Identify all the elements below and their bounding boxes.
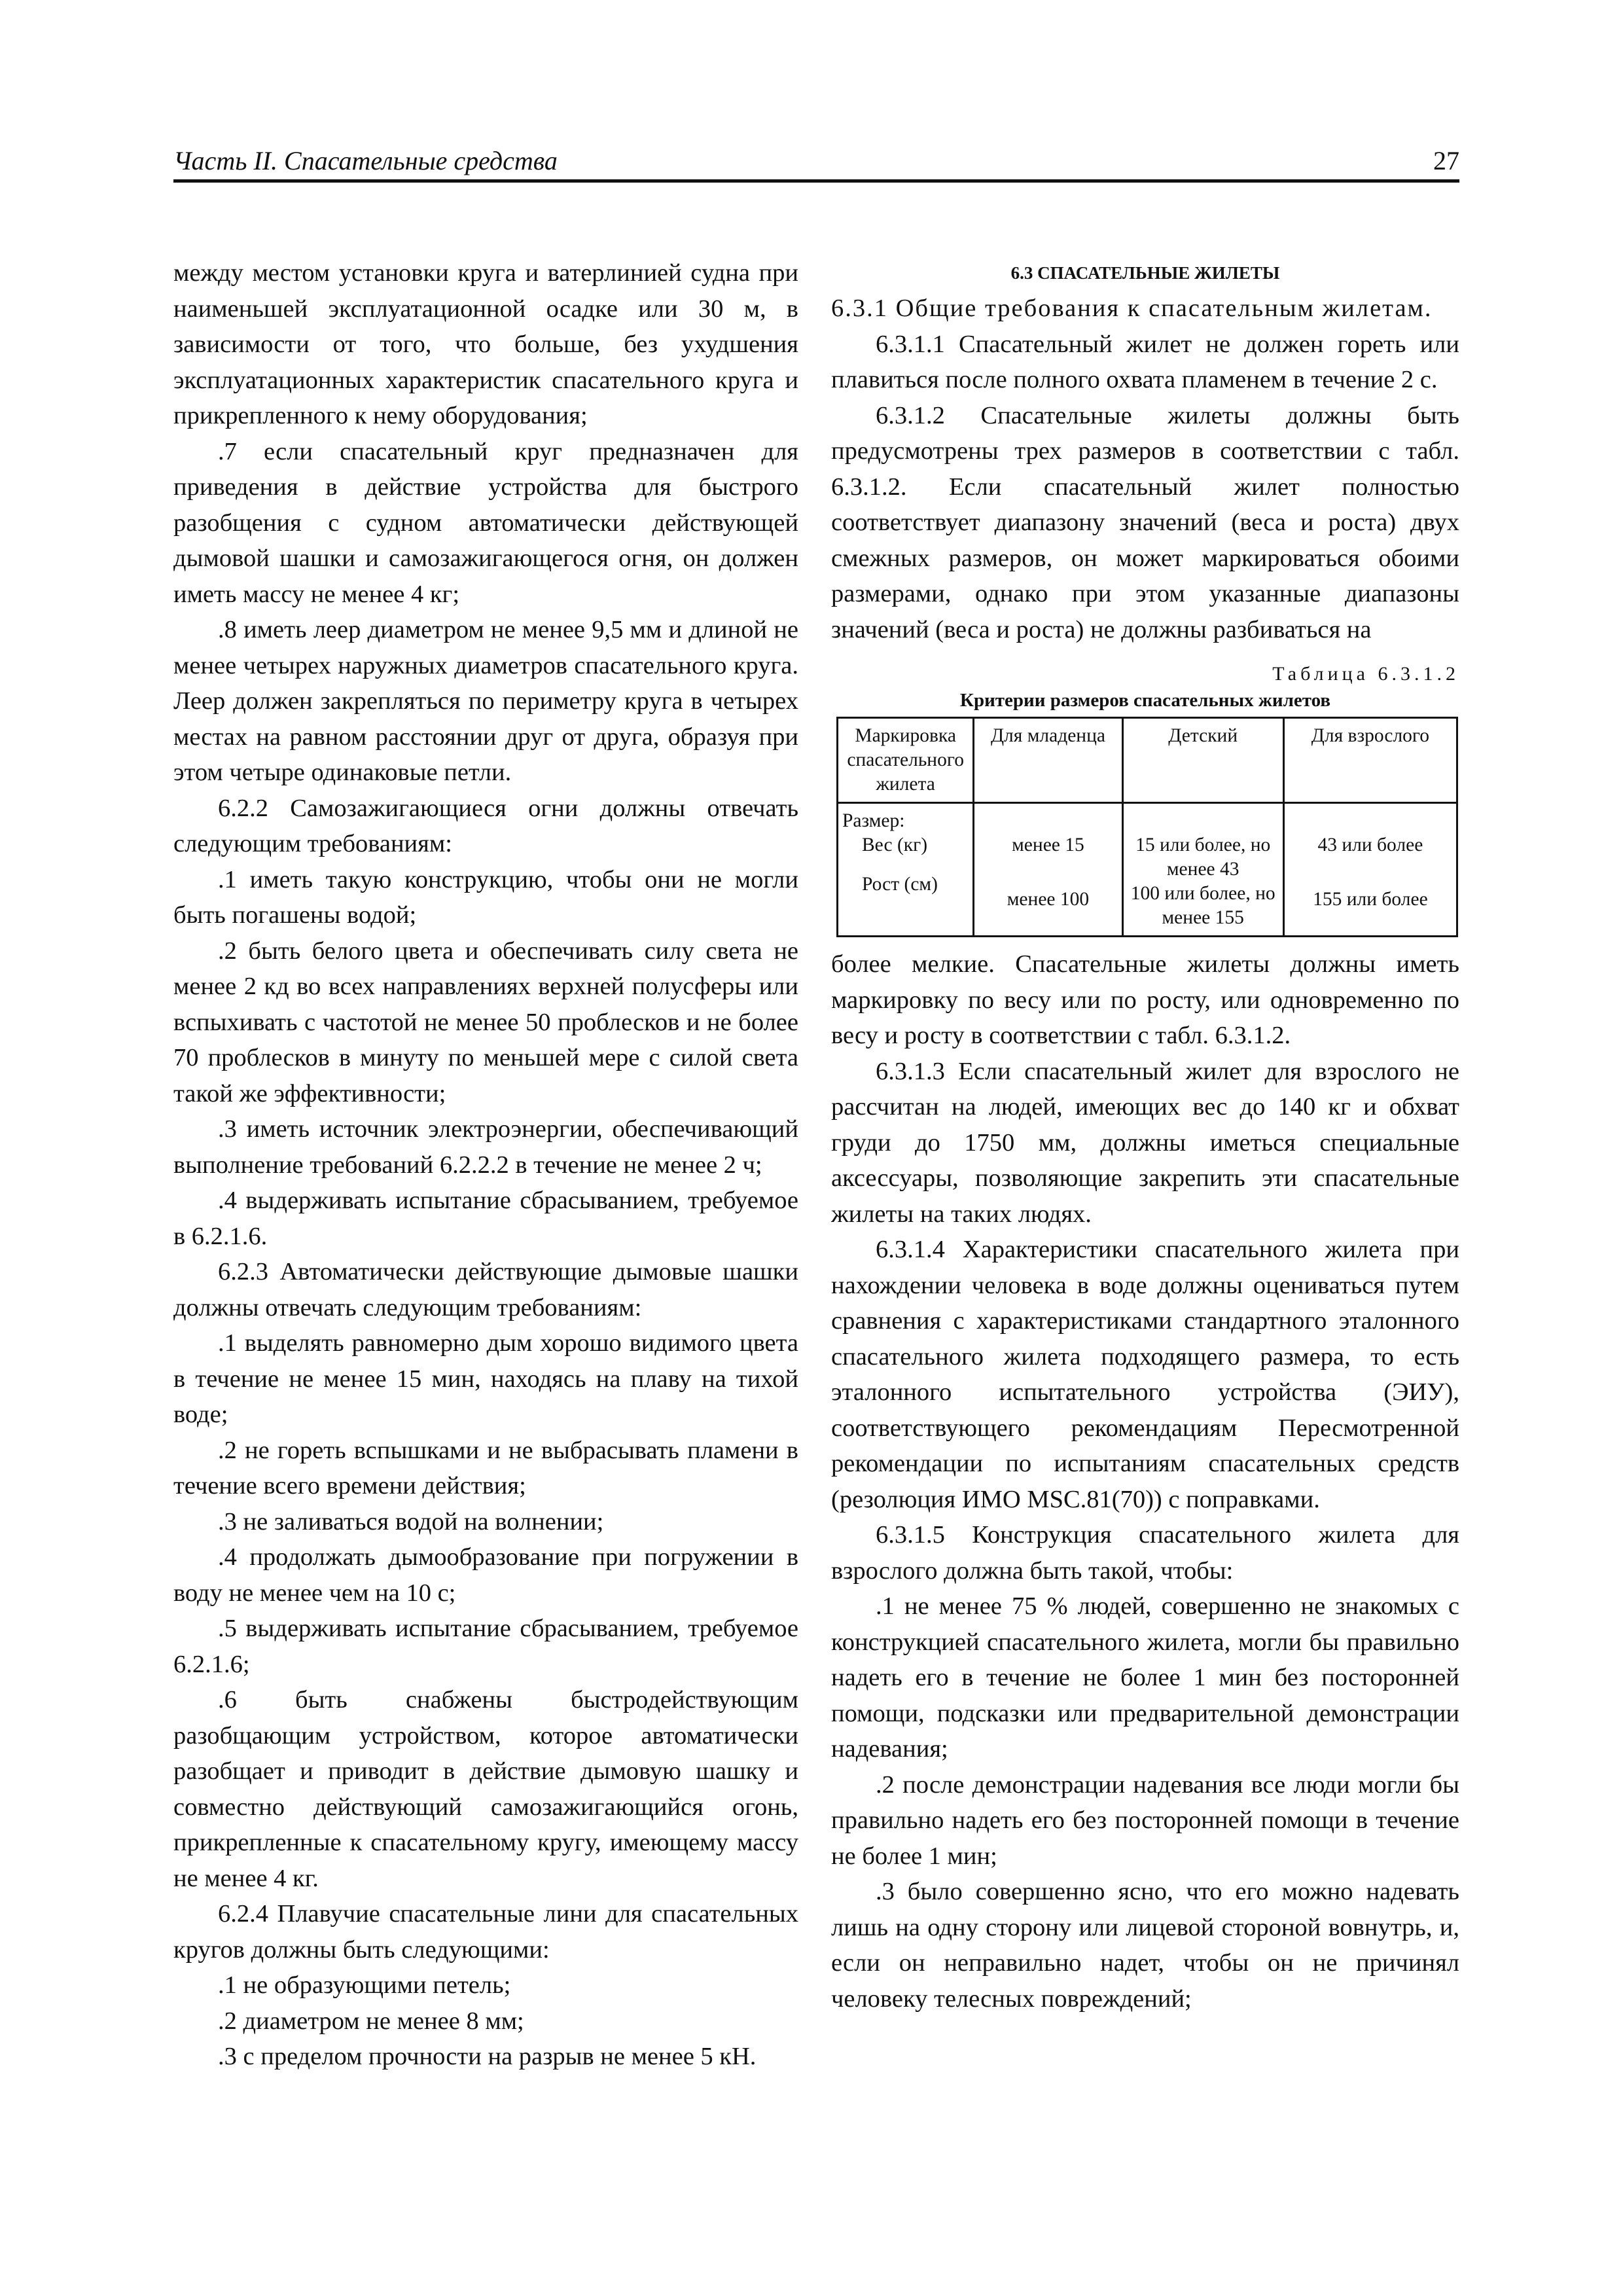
table-header-cell: Для взрослого xyxy=(1283,718,1457,803)
paragraph: 6.2.3 Автоматически действующие дымовые шашки должны отвечать следующим требованиям: xyxy=(173,1258,798,1321)
child-values xyxy=(1122,803,1283,937)
table-title: Критерии размеров спасательных жилетов xyxy=(959,690,1331,711)
paragraph: 6.3.1.2 Спасательные жилеты должны быть предусмотрены трех размеров в соответствии с табл. 6.3.1.2. Если спасательный жилет полностью соответствует диапазону значений (веса и роста) двух смежных размеров, он может маркироваться обоими размерами, однако при этом указанные диапазоны значений (веса и роста) не должны разбиваться на xyxy=(831,401,1459,643)
adult-values xyxy=(1283,803,1457,937)
table-cell: 43 или более xyxy=(1317,834,1423,855)
table-number: Таблица 6.3.1.2 xyxy=(1272,663,1459,685)
table-cell: 155 или более xyxy=(1313,889,1428,910)
paragraph: .2 диаметром не менее 8 мм; xyxy=(218,2007,524,2035)
paragraph: 6.2.2 Самозажигающиеся огни должны отвечать следующим требованиям: xyxy=(173,794,798,857)
paragraph: .4 продолжать дымообразование при погружении в воду не менее чем на 10 с; xyxy=(173,1543,798,1607)
paragraph: .8 иметь леер диаметром не менее 9,5 мм и длиной не менее четырех наружных диаметров спасательного круга. Леер должен закрепляться по периметру круга в четырех местах на равном расстоянии друг от друга, образуя при этом четыре одинаковые петли. xyxy=(173,616,798,786)
table-header-cell: Детский xyxy=(1122,718,1283,803)
running-title: Часть II. Спасательные средства xyxy=(173,146,558,175)
paragraph: .7 если спасательный круг предназначен для приведения в действие устройства для быстрого разобщения с судном автоматически действующей дымовой шашки и самозажигающегося огня, он должен иметь массу не менее 4 кг; xyxy=(173,437,798,608)
weight-label: Вес (кг) xyxy=(862,834,928,855)
paragraph: 6.3.1.3 Если спасательный жилет для взрослого не рассчитан на людей, имеющих вес до 140 кг и обхват груди до 1750 мм, должны иметься специальные аксессуары, позволяющие закрепить эти спасательные жилеты на таких людях. xyxy=(831,1057,1459,1228)
paragraph: .2 быть белого цвета и обеспечивать силу света не менее 2 кд во всех направлениях верхней полусферы или вспыхивать с частотой не менее 50 проблесков и не более 70 проблесков в минуту по меньшей мере с силой света такой же эффективности; xyxy=(173,937,798,1107)
table-cell: менее 15 xyxy=(1012,834,1084,855)
table-row xyxy=(838,803,1457,937)
page-header xyxy=(173,145,1459,183)
table-cell: 15 или более, но менее 43 xyxy=(1135,834,1271,880)
paragraph: более мелкие. Спасательные жилеты должны иметь маркировку по весу или по росту, или одновременно по весу и росту в соответствии с табл. 6.3.1.2. xyxy=(831,950,1459,1049)
lifejacket-size-table xyxy=(836,717,1458,937)
table-cell: менее 100 xyxy=(1007,889,1090,910)
paragraph: 6.3.1.1 Спасательный жилет не должен гореть или плавиться после полного охвата пламенем в течение 2 с. xyxy=(831,330,1459,393)
paragraph: .6 быть снабжены быстродействующим разобщающим устройством, которое автоматически разобщает и приводит в действие дымовую шашку и совместно действующий самозажигающийся огонь, прикрепленные к спасательному кругу, имеющему массу не менее 4 кг. xyxy=(173,1686,798,1892)
paragraph: .1 выделять равномерно дым хорошо видимого цвета в течение не менее 15 мин, находясь на плаву на тихой воде; xyxy=(173,1329,798,1428)
paragraph: .3 с пределом прочности на разрыв не менее 5 кН. xyxy=(218,2043,757,2070)
section-title: 6.3 СПАСАТЕЛЬНЫЕ ЖИЛЕТЫ xyxy=(1010,263,1280,283)
table-header-cell: Для младенца xyxy=(974,718,1122,803)
table-header-cell: Маркировка спасательного жилета xyxy=(838,718,974,803)
paragraph: 6.3.1.5 Конструкция спасательного жилета для взрослого должна быть такой, чтобы: xyxy=(831,1521,1459,1585)
paragraph: .3 иметь источник электроэнергии, обеспечивающий выполнение требований 6.2.2.2 в течение не менее 2 ч; xyxy=(173,1115,798,1179)
page-number: 27 xyxy=(1433,146,1459,175)
paragraph: .3 не заливаться водой на волнении; xyxy=(218,1507,604,1535)
table-header-row xyxy=(838,718,1457,803)
paragraph: 6.3.1.4 Характеристики спасательного жилета при нахождении человека в воде должны оцениваться путем сравнения с характеристиками стандартного эталонного спасательного жилета подходящего размера, то есть эталонного испытательного устройства (ЭИУ), соответствующего рекомендациям Пересмотренной рекомендации по испытаниям спасательных средств (резолюция ИМО MSC.81(70)) с поправками. xyxy=(831,1236,1459,1513)
height-label: Рост (см) xyxy=(862,874,938,895)
infant-values xyxy=(974,803,1122,937)
paragraph: .5 выдерживать испытание сбрасыванием, требуемое 6.2.1.6; xyxy=(173,1615,798,1678)
paragraph: между местом установки круга и ватерлинией судна при наименьшей эксплуатационной осадке или 30 м, в зависимости от того, что больше, без ухудшения эксплуатационных характеристик спасательного круга и прикрепленного к нему оборудования; xyxy=(173,259,798,429)
paragraph: .2 не гореть вспышками и не выбрасывать пламени в течение всего времени действия; xyxy=(173,1436,798,1499)
paragraph: .3 было совершенно ясно, что его можно надевать лишь на одну сторону или лицевой стороной вовнутрь, и, если он неправильно надет, чтобы он не причинял человеку телесных повреждений; xyxy=(831,1878,1459,2013)
paragraph: .2 после демонстрации надевания все люди могли бы правильно надеть его без посторонней помощи в течение не более 1 мин; xyxy=(831,1770,1459,1870)
table-row-labels xyxy=(838,803,974,937)
paragraph: .1 не образующими петель; xyxy=(218,1971,511,1999)
subsection-heading: 6.3.1 Общие требования к спасательным жилетам. xyxy=(831,295,1433,322)
left-column xyxy=(173,255,798,2075)
table-cell: 100 или более, но менее 155 xyxy=(1130,883,1275,928)
paragraph: .4 выдерживать испытание сбрасыванием, требуемое в 6.2.1.6. xyxy=(173,1187,798,1250)
paragraph: 6.2.4 Плавучие спасательные лини для спасательных кругов должны быть следующими: xyxy=(173,1900,798,1964)
paragraph: .1 иметь такую конструкцию, чтобы они не могли быть погашены водой; xyxy=(173,865,798,929)
paragraph: .1 не менее 75 % людей, совершенно не знакомых с конструкцией спасательного жилета, могли бы правильно надеть его в течение не более 1 мин без посторонней помощи, подсказки или предварительной демонстрации надевания; xyxy=(831,1592,1459,1763)
right-column xyxy=(831,255,1459,2017)
size-label: Размер: xyxy=(842,810,905,831)
